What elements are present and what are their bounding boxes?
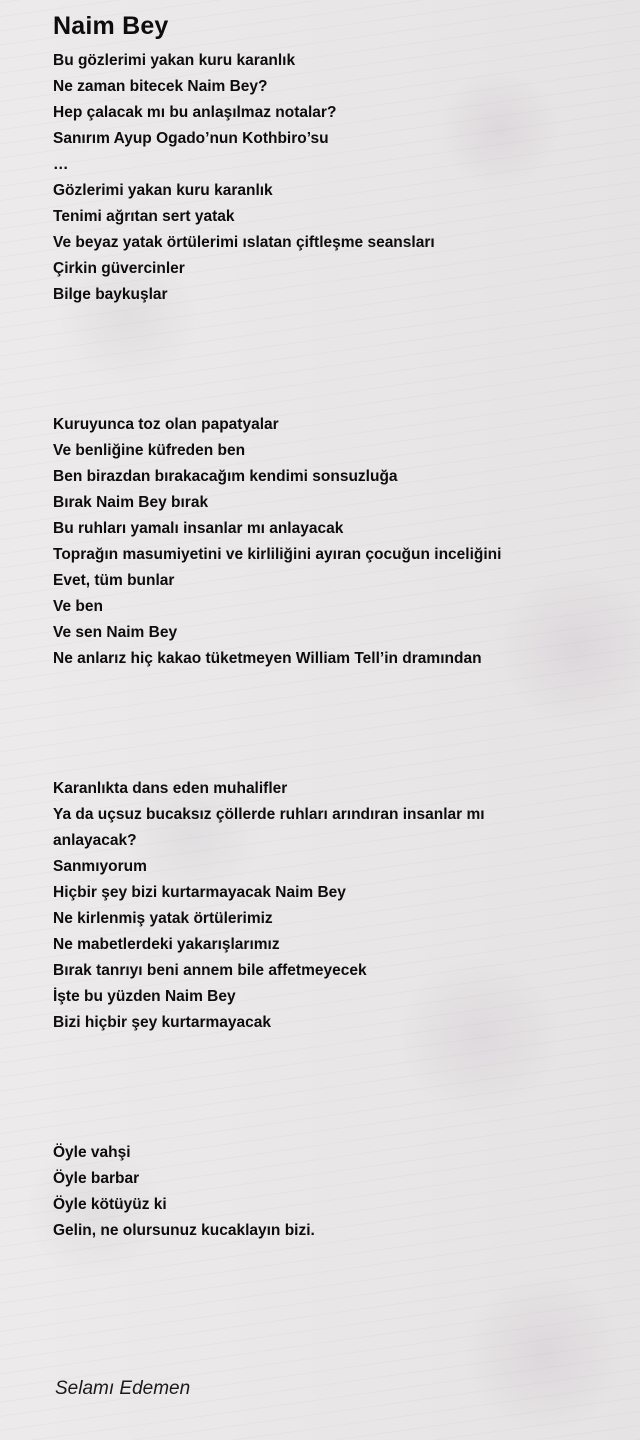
stanza-spacer xyxy=(53,308,623,412)
poem-line: Ve sen Naim Bey xyxy=(53,624,178,641)
poem-line: Bırak Naim Bey bırak xyxy=(53,494,209,511)
poem-line: Öyle vahşi xyxy=(53,1144,131,1161)
poem-line: Bu gözlerimi yakan kuru karanlık xyxy=(53,52,296,69)
poem-line: Ne zaman bitecek Naim Bey? xyxy=(53,78,268,95)
poem-line: Öyle kötüyüz ki xyxy=(53,1196,167,1213)
stanza-spacer xyxy=(53,1036,623,1140)
poem-page xyxy=(53,10,623,1244)
poem-line: Ne anlarız hiç kakao tüketmeyen William Tell’in dramından xyxy=(53,650,482,667)
poem-line: Bu ruhları yamalı insanlar mı anlayacak xyxy=(53,520,344,537)
poem-line: Bırak tanrıyı beni annem bile affetmeyecek xyxy=(53,962,367,979)
poem-line: İşte bu yüzden Naim Bey xyxy=(53,988,236,1005)
poem-line: Tenimi ağrıtan sert yatak xyxy=(53,208,235,225)
poem-line: Ne mabetlerdeki yakarışlarımız xyxy=(53,936,280,953)
poem-line: Hep çalacak mı bu anlaşılmaz notalar? xyxy=(53,104,337,121)
poem-line: Ve beyaz yatak örtülerimi ıslatan çiftleşme seansları xyxy=(53,234,435,251)
poem-line: Ne kirlenmiş yatak örtülerimiz xyxy=(53,910,273,927)
stanza-4 xyxy=(53,1140,623,1244)
poem-title: Naim Bey xyxy=(53,12,169,40)
poem-line: Ve ben xyxy=(53,598,103,615)
poem-line: Çirkin güvercinler xyxy=(53,260,185,277)
poem-author: Selamı Edemen xyxy=(55,1378,191,1399)
poem-line: Sanmıyorum xyxy=(53,858,147,875)
poem-line: Evet, tüm bunlar xyxy=(53,572,175,589)
poem-line: Gözlerimi yakan kuru karanlık xyxy=(53,182,273,199)
stanza-spacer xyxy=(53,672,623,776)
poem-line: Bizi hiçbir şey kurtarmayacak xyxy=(53,1014,271,1031)
poem-line: Karanlıkta dans eden muhalifler xyxy=(53,780,288,797)
stanza-3 xyxy=(53,776,623,1036)
poem-line: Bilge baykuşlar xyxy=(53,286,168,303)
poem-line: Sanırım Ayup Ogado’nun Kothbiro’su xyxy=(53,130,329,147)
poem-line: Ya da uçsuz bucaksız çöllerde ruhları arındıran insanlar mı anlayacak? xyxy=(53,806,485,849)
poem-line: Öyle barbar xyxy=(53,1170,140,1187)
poem-line: Ben birazdan bırakacağım kendimi sonsuzluğa xyxy=(53,468,398,485)
stanza-2 xyxy=(53,412,623,672)
poem-line: Kuruyunca toz olan papatyalar xyxy=(53,416,279,433)
poem-line: Ve benliğine küfreden ben xyxy=(53,442,246,459)
poem-line: Toprağın masumiyetini ve kirliliğini ayıran çocuğun inceliğini xyxy=(53,546,502,563)
poem-line: Gelin, ne olursunuz kucaklayın bizi. xyxy=(53,1222,315,1239)
stanza-1 xyxy=(53,48,623,308)
poem-line: … xyxy=(53,156,69,173)
poem-line: Hiçbir şey bizi kurtarmayacak Naim Bey xyxy=(53,884,346,901)
